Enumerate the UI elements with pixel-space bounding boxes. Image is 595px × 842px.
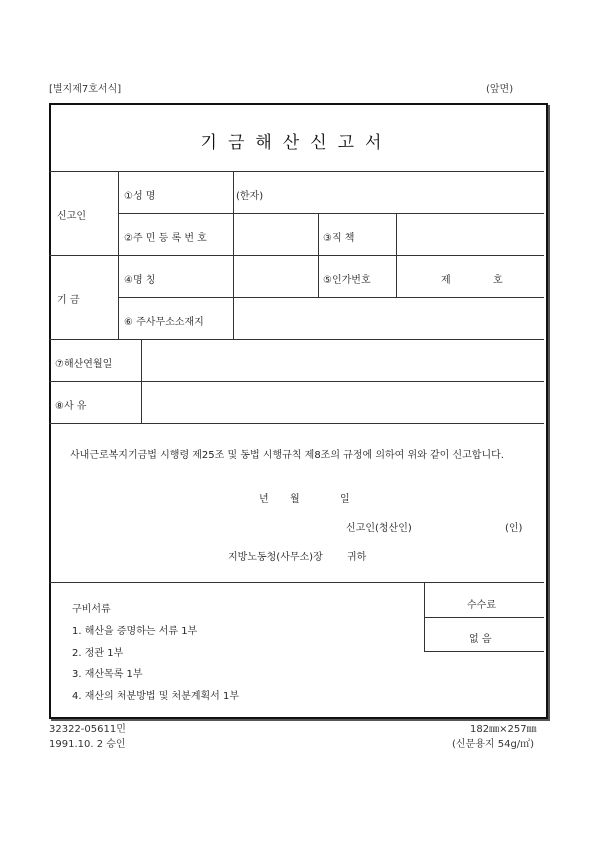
page-side-label: (앞면) xyxy=(486,84,514,95)
rule-name-bottom xyxy=(118,213,544,214)
permit-number-label: ⑤인가번호 xyxy=(323,275,371,286)
date-year: 년 xyxy=(259,494,269,505)
form-number: [별지제7호서식] xyxy=(49,84,122,95)
rule-reporter-bottom xyxy=(49,255,544,256)
fund-title-label: ④명 칭 xyxy=(124,275,156,286)
form-title: 기금해산신고서 xyxy=(200,133,393,153)
name-label: ①성 명 xyxy=(124,191,156,202)
rule-date-bottom xyxy=(49,381,544,382)
permit-je: 제 xyxy=(441,275,451,286)
recipient-office: 지방노동청(사무소)장 xyxy=(228,552,323,563)
paper-size: 182㎜×257㎜ xyxy=(470,724,537,735)
reporter-section-label: 신고인 xyxy=(57,211,86,222)
documents-item: 2. 정관 1부 xyxy=(72,648,124,659)
position-label: ③직 책 xyxy=(323,233,355,244)
declaration-statement: 사내근로복지기금법 시행령 제25조 및 동법 시행규칙 제8조의 규정에 의하여 위와 같이 신고합니다. xyxy=(70,450,504,461)
fee-value: 없 음 xyxy=(469,634,492,645)
rule-statement-bottom xyxy=(49,582,544,583)
rule-fee-divider xyxy=(424,582,425,651)
date-month: 월 xyxy=(290,494,300,505)
rule-reason-bottom xyxy=(49,423,544,424)
office-address-label: ⑥ 주사무소소재지 xyxy=(124,317,204,328)
documents-item: 3. 재산목록 1부 xyxy=(72,669,143,680)
documents-title: 구비서류 xyxy=(72,604,111,615)
rule-fund-bottom xyxy=(49,339,544,340)
rule-label-divider xyxy=(233,171,234,339)
date-day: 일 xyxy=(340,494,350,505)
rule-fund-title-bottom xyxy=(118,297,544,298)
documents-item: 1. 해산을 증명하는 서류 1부 xyxy=(72,626,198,637)
paper-type: (신문용지 54g/㎡) xyxy=(452,739,535,750)
name-hanja-hint: (한자) xyxy=(236,191,264,202)
reason-label: ⑧사 유 xyxy=(55,401,87,412)
documents-item: 4. 재산의 처분방법 및 처분계획서 1부 xyxy=(72,691,240,702)
rule-section-divider xyxy=(118,171,119,339)
dissolution-date-label: ⑦해산연월일 xyxy=(55,359,113,370)
rule-fee-bottom xyxy=(424,651,544,652)
seal-mark: (인) xyxy=(505,523,523,534)
rule-right-divider xyxy=(396,213,397,297)
approval-date: 1991.10. 2 승인 xyxy=(49,739,126,750)
recipient-honorific: 귀하 xyxy=(347,552,367,563)
rule-mid-divider xyxy=(318,213,319,297)
signer-label: 신고인(청산인) xyxy=(346,523,412,534)
fee-label: 수수료 xyxy=(467,600,496,611)
fund-section-label: 기 금 xyxy=(57,295,80,306)
form-code: 32322-05611민 xyxy=(49,724,126,735)
resident-number-label: ②주 민 등 록 번 호 xyxy=(124,233,207,244)
rule-fee-middle xyxy=(424,617,544,618)
permit-ho: 호 xyxy=(493,275,503,286)
rule-title-bottom xyxy=(49,171,544,172)
rule-date-reason-divider xyxy=(141,339,142,423)
